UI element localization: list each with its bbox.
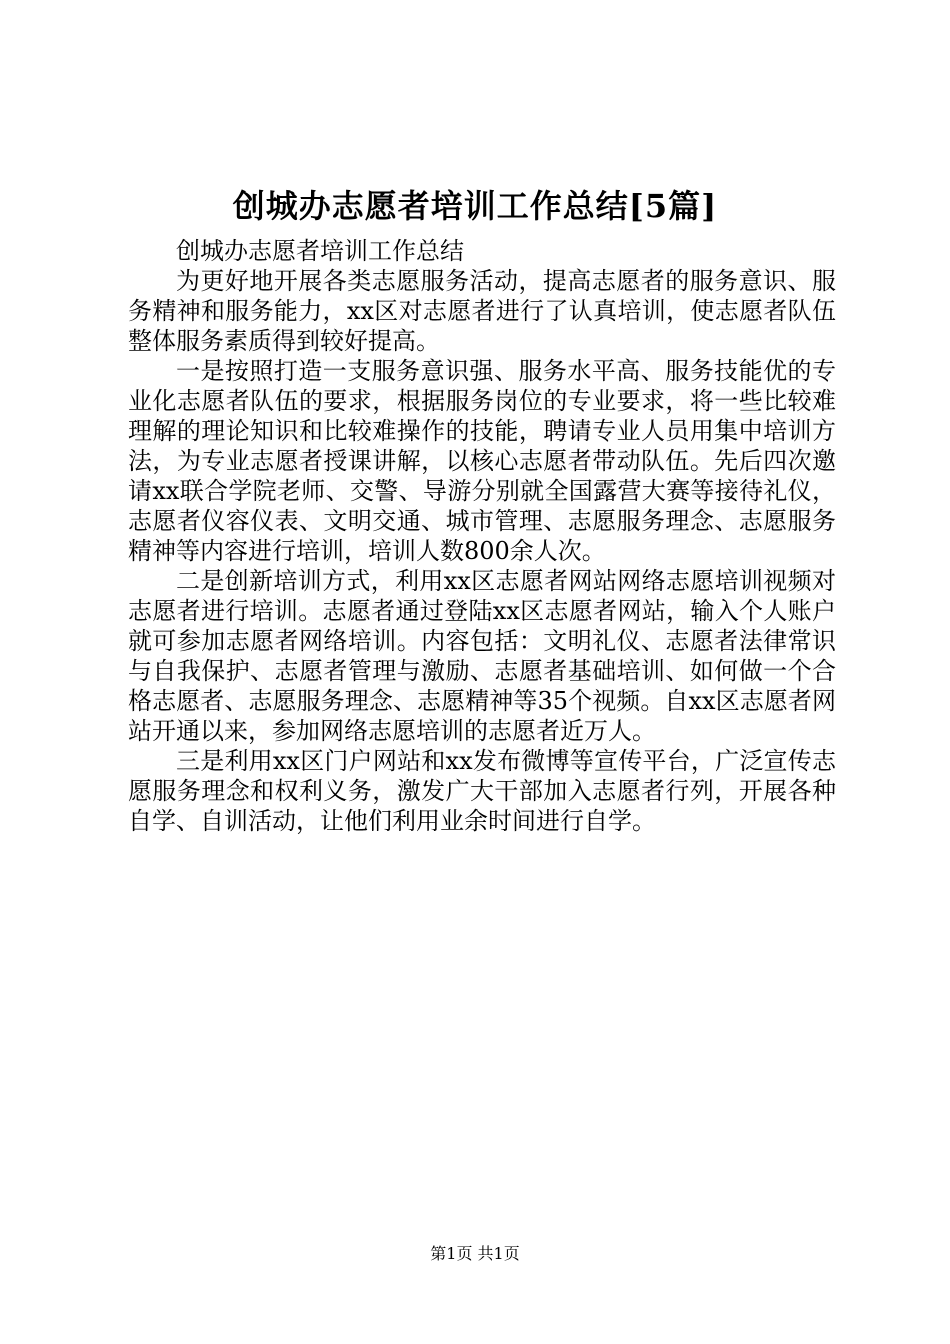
paragraph-first: 一是按照打造一支服务意识强、服务水平高、服务技能优的专业化志愿者队伍的要求，根据服务岗位的专业要求，将一些比较难理解的理论知识和比较难操作的技能，聘请专业人员用集中培训方法，为专业志愿者授课讲解，以核心志愿者带动队伍。先后四次邀请xx联合学院老师、交警、导游分别就全国露营大赛等接待礼仪，志愿者仪容仪表、文明交通、城市管理、志愿服务理念、志愿服务精神等内容进行培训，培训人数800余人次。 <box>128 357 836 565</box>
document-title: 创城办志愿者培训工作总结[5篇] <box>232 187 718 225</box>
document-subtitle: 创城办志愿者培训工作总结 <box>176 237 464 265</box>
page-footer: 第1页 共1页 <box>430 1244 520 1263</box>
paragraph-intro: 为更好地开展各类志愿服务活动，提高志愿者的服务意识、服务精神和服务能力，xx区对志愿者进行了认真培训，使志愿者队伍整体服务素质得到较好提高。 <box>128 267 836 355</box>
paragraph-second: 二是创新培训方式，利用xx区志愿者网站网络志愿培训视频对志愿者进行培训。志愿者通过登陆xx区志愿者网站，输入个人账户就可参加志愿者网络培训。内容包括：文明礼仪、志愿者法律常识与自我保护、志愿者管理与激励、志愿者基础培训、如何做一个合格志愿者、志愿服务理念、志愿精神等35个视频。自xx区志愿者网站开通以来，参加网络志愿培训的志愿者近万人。 <box>128 567 836 745</box>
document-body <box>128 236 836 836</box>
paragraph-third: 三是利用xx区门户网站和xx发布微博等宣传平台，广泛宣传志愿服务理念和权利义务，激发广大干部加入志愿者行列，开展各种自学、自训活动，让他们利用业余时间进行自学。 <box>128 747 836 835</box>
